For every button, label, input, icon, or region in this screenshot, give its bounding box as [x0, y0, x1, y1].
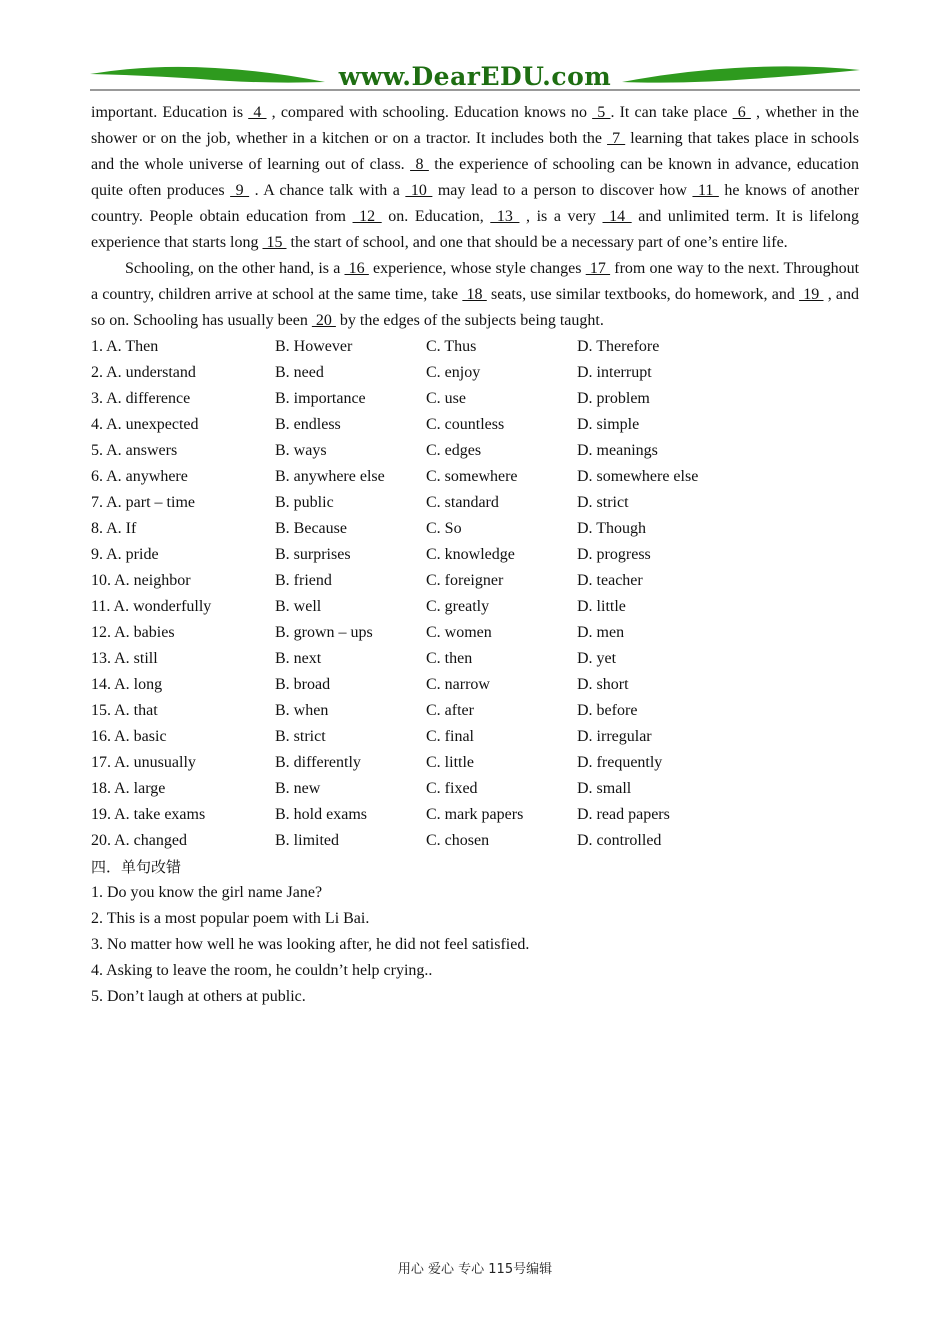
error-sentence: 1. Do you know the girl name Jane? [91, 884, 323, 901]
option-row [91, 802, 859, 828]
answer-options-list [91, 334, 859, 854]
option-choice-c: C. women [426, 624, 492, 641]
option-row [91, 568, 859, 594]
option-choice-c: C. fixed [426, 780, 478, 797]
option-choice-b: B. endless [275, 416, 341, 433]
blank-number: 12 [352, 208, 382, 225]
option-choice-d: D. interrupt [577, 364, 652, 381]
blank-number: 9 [230, 182, 250, 199]
option-choice-b: B. However [275, 338, 353, 355]
option-row [91, 464, 859, 490]
blank-number: 11 [692, 182, 719, 199]
option-choice-b: B. Because [275, 520, 347, 537]
option-choice-b: B. hold exams [275, 806, 367, 823]
option-choice-b: B. broad [275, 676, 331, 693]
option-choice-a: 7. A. part – time [91, 494, 195, 511]
option-row [91, 646, 859, 672]
option-choice-a: 2. A. understand [91, 364, 196, 381]
option-choice-d: D. controlled [577, 832, 662, 849]
option-choice-d: D. men [577, 624, 625, 641]
option-choice-a: 19. A. take exams [91, 806, 206, 823]
blank-number: 15 [262, 234, 287, 251]
option-choice-b: B. surprises [275, 546, 351, 563]
passage-text: , is a very [519, 208, 603, 225]
option-choice-c: C. final [426, 728, 474, 745]
section-title: 四．单句改错 [91, 858, 182, 876]
passage-text: he knows of another country. People obtain education from [91, 182, 860, 225]
option-row [91, 412, 859, 438]
option-choice-d: D. read papers [577, 806, 670, 823]
option-choice-a: 13. A. still [91, 650, 158, 667]
option-choice-b: B. ways [275, 442, 327, 459]
passage-text: experience, whose style changes [368, 260, 586, 277]
option-row [91, 594, 859, 620]
option-choice-a: 14. A. long [91, 676, 163, 693]
option-choice-c: C. knowledge [426, 546, 515, 563]
option-choice-a: 10. A. neighbor [91, 572, 191, 589]
blank-number: 18 [462, 286, 487, 303]
option-choice-d: D. before [577, 702, 638, 719]
option-choice-c: C. somewhere [426, 468, 518, 485]
passage-text: by the edges of the subjects being taught. [335, 312, 604, 329]
option-choice-c: C. chosen [426, 832, 490, 849]
option-choice-d: D. Though [577, 520, 647, 537]
option-choice-c: C. narrow [426, 676, 490, 693]
option-row [91, 334, 859, 360]
option-choice-a: 16. A. basic [91, 728, 167, 745]
option-choice-b: B. friend [275, 572, 332, 589]
passage-text: , compared with schooling. Education knows no [266, 104, 593, 121]
passage-text: . A chance talk with a [249, 182, 406, 199]
option-choice-a: 1. A. Then [91, 338, 159, 355]
blank-number: 4 [248, 104, 267, 121]
option-choice-b: B. limited [275, 832, 339, 849]
option-choice-a: 3. A. difference [91, 390, 191, 407]
option-choice-b: B. grown – ups [275, 624, 373, 641]
passage-text: may lead to a person to discover how [432, 182, 693, 199]
option-choice-a: 6. A. anywhere [91, 468, 188, 485]
option-row [91, 620, 859, 646]
option-choice-c: C. foreigner [426, 572, 504, 589]
option-row [91, 698, 859, 724]
option-choice-d: D. irregular [577, 728, 652, 745]
option-row [91, 490, 859, 516]
option-choice-b: B. well [275, 598, 322, 615]
document-body [91, 100, 859, 1010]
option-choice-a: 15. A. that [91, 702, 158, 719]
option-choice-d: D. Therefore [577, 338, 660, 355]
option-choice-d: D. yet [577, 650, 617, 667]
blank-number: 17 [585, 260, 611, 277]
option-row [91, 750, 859, 776]
error-sentence: 3. No matter how well he was looking after, he did not feel satisfied. [91, 936, 530, 953]
passage-text: , and so on. Schooling has usually been [91, 286, 860, 329]
option-choice-c: C. edges [426, 442, 482, 459]
passage-text: . It can take place [610, 104, 733, 121]
blank-number: 20 [311, 312, 336, 329]
option-choice-c: C. So [426, 520, 462, 537]
option-row [91, 776, 859, 802]
option-choice-a: 20. A. changed [91, 832, 187, 849]
option-choice-b: B. need [275, 364, 324, 381]
option-choice-d: D. strict [577, 494, 629, 511]
option-choice-a: 17. A. unusually [91, 754, 196, 771]
option-choice-d: D. problem [577, 390, 650, 407]
option-choice-d: D. small [577, 780, 632, 797]
blank-number: 6 [732, 104, 751, 121]
option-choice-a: 18. A. large [91, 780, 166, 797]
option-choice-c: C. use [426, 390, 466, 407]
error-sentence: 2. This is a most popular poem with Li Bai. [91, 910, 370, 927]
option-choice-b: B. importance [275, 390, 366, 407]
passage-text: Schooling, on the other hand, is a [125, 260, 345, 277]
option-choice-a: 4. A. unexpected [91, 416, 199, 433]
option-choice-c: C. enjoy [426, 364, 481, 381]
option-choice-c: C. little [426, 754, 474, 771]
option-choice-c: C. then [426, 650, 473, 667]
option-row [91, 516, 859, 542]
option-choice-d: D. meanings [577, 442, 658, 459]
option-choice-c: C. standard [426, 494, 499, 511]
blank-number: 19 [799, 286, 824, 303]
option-choice-c: C. Thus [426, 338, 477, 355]
passage-text: important. Education is [91, 104, 249, 121]
passage-text: from one way to the next. Throughout a country, children arrive at school at the same time, take [91, 260, 860, 303]
blank-number: 14 [602, 208, 632, 225]
blank-number: 16 [344, 260, 369, 277]
blank-number: 7 [607, 130, 626, 147]
option-choice-d: D. frequently [577, 754, 663, 771]
site-logo-text: www.DearEDU.com [338, 62, 612, 91]
option-choice-c: C. after [426, 702, 474, 719]
option-choice-a: 12. A. babies [91, 624, 175, 641]
option-choice-d: D. progress [577, 546, 651, 563]
option-choice-b: B. new [275, 780, 321, 797]
option-choice-b: B. next [275, 650, 322, 667]
option-row [91, 724, 859, 750]
site-header [90, 60, 860, 96]
option-row [91, 386, 859, 412]
option-choice-c: C. mark papers [426, 806, 524, 823]
error-sentence: 5. Don’t laugh at others at public. [91, 988, 306, 1005]
option-choice-a: 5. A. answers [91, 442, 178, 459]
option-row [91, 672, 859, 698]
option-choice-d: D. somewhere else [577, 468, 699, 485]
option-row [91, 360, 859, 386]
passage-text: the start of school, and one that should be a necessary part of one’s entire life. [286, 234, 788, 251]
passage-text: learning that takes place in schools and the whole universe of learning out of class. [91, 130, 860, 173]
option-choice-a: 9. A. pride [91, 546, 159, 563]
option-choice-b: B. anywhere else [275, 468, 385, 485]
option-choice-b: B. strict [275, 728, 326, 745]
passage-text: the experience of schooling can be known in advance, education quite often produces [91, 156, 860, 199]
option-row [91, 438, 859, 464]
option-choice-d: D. teacher [577, 572, 643, 589]
option-choice-b: B. when [275, 702, 329, 719]
blank-number: 10 [405, 182, 433, 199]
blank-number: 8 [410, 156, 429, 173]
option-choice-b: B. public [275, 494, 334, 511]
error-sentence: 4. Asking to leave the room, he couldn’t help crying.. [91, 962, 433, 979]
passage-paragraph-2 [91, 256, 859, 334]
option-choice-c: C. countless [426, 416, 505, 433]
option-row [91, 542, 859, 568]
option-choice-b: B. differently [275, 754, 361, 771]
option-choice-c: C. greatly [426, 598, 490, 615]
page-footer: 用心 爱心 专心 115号编辑 [397, 1262, 553, 1277]
blank-number: 13 [490, 208, 520, 225]
option-choice-d: D. simple [577, 416, 640, 433]
passage-text: on. Education, [381, 208, 491, 225]
blank-number: 5 [592, 104, 611, 121]
option-row [91, 828, 859, 854]
option-choice-d: D. little [577, 598, 626, 615]
passage-text: , whether in the shower or on the job, whether in a kitchen or on a tractor. It includes both the [91, 104, 860, 147]
option-choice-d: D. short [577, 676, 629, 693]
option-choice-a: 11. A. wonderfully [91, 598, 212, 615]
passage-text: and unlimited term. It is lifelong experience that starts long [91, 208, 860, 251]
option-choice-a: 8. A. If [91, 520, 137, 537]
passage-text: seats, use similar textbooks, do homework, and [486, 286, 800, 303]
passage-paragraph-1 [91, 100, 859, 256]
